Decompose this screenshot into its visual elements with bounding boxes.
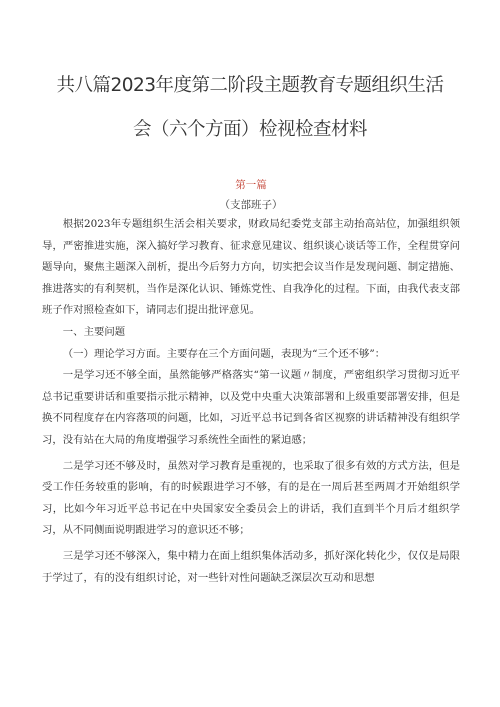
document-body (42, 176, 460, 589)
document-title-line-1: 共八篇2023年度第二阶段主题教育专题组织生活 (56, 75, 444, 96)
section-subheading: （支部班子） (219, 199, 283, 211)
paragraph-point-two: 二是学习还不够及时，虽然对学习教育是重视的，也采取了很多有效的方式方法，但是受工作任务较重的影响，有的时候跟进学习不够，有的是在一周后甚至两周才开始组织学习，比如今年习近平总书记在中央国家安全委员会上的讲话，我们直到半个月后才组织学习，从不同侧面说明跟进学习的意识还不够； (42, 459, 460, 537)
paragraph-theory-study-heading: （一）理论学习方面。主要存在三个方面问题，表现为“三个还不够”： (62, 347, 386, 360)
paragraph-point-one: 一是学习还不够全面，虽然能够严格落实“第一议题〃制度，严密组织学习贯彻习近平总书记重要讲话和重要指示批示精神，以及党中央重大决策部署和上级重要部署安排，但是换不同程度存在内容落项的问题，比如，习近平总书记到各省区视察的讲话精神没有组织学习，没有站在大局的角度增强学习系统性全面性的紧迫感； (42, 369, 460, 446)
paragraph-main-problems-heading: 一、主要问题 (62, 325, 126, 338)
section-heading: 第一篇 (235, 179, 267, 191)
document-title-line-2: 会（六个方面）检视检查材料 (132, 119, 367, 140)
paragraph-intro: 根据2023年专题组织生活会相关要求，财政局纪委党支部主动抬高站位，加强组织领导，严密推进实施，深入搞好学习教育、征求意见建议、组织谈心谈话等工作，全程贯穿问题导向，聚焦主题深入剖析，提出今后努力方向，切实把会议当作是发现问题、制定措施、推进落实的有利契机，当作是深化认识、锤炼党性、自我净化的过程。下面，由我代表支部班子作对照检查如下，请同志们提出批评意见。 (42, 218, 460, 317)
paragraph-point-three: 三是学习还不够深入，集中精力在面上组织集体活动多，抓好深化转化少，仅仅是局限于学过了，有的没有组织讨论，对一些针对性问题缺乏深层次互动和思想 (42, 549, 460, 584)
